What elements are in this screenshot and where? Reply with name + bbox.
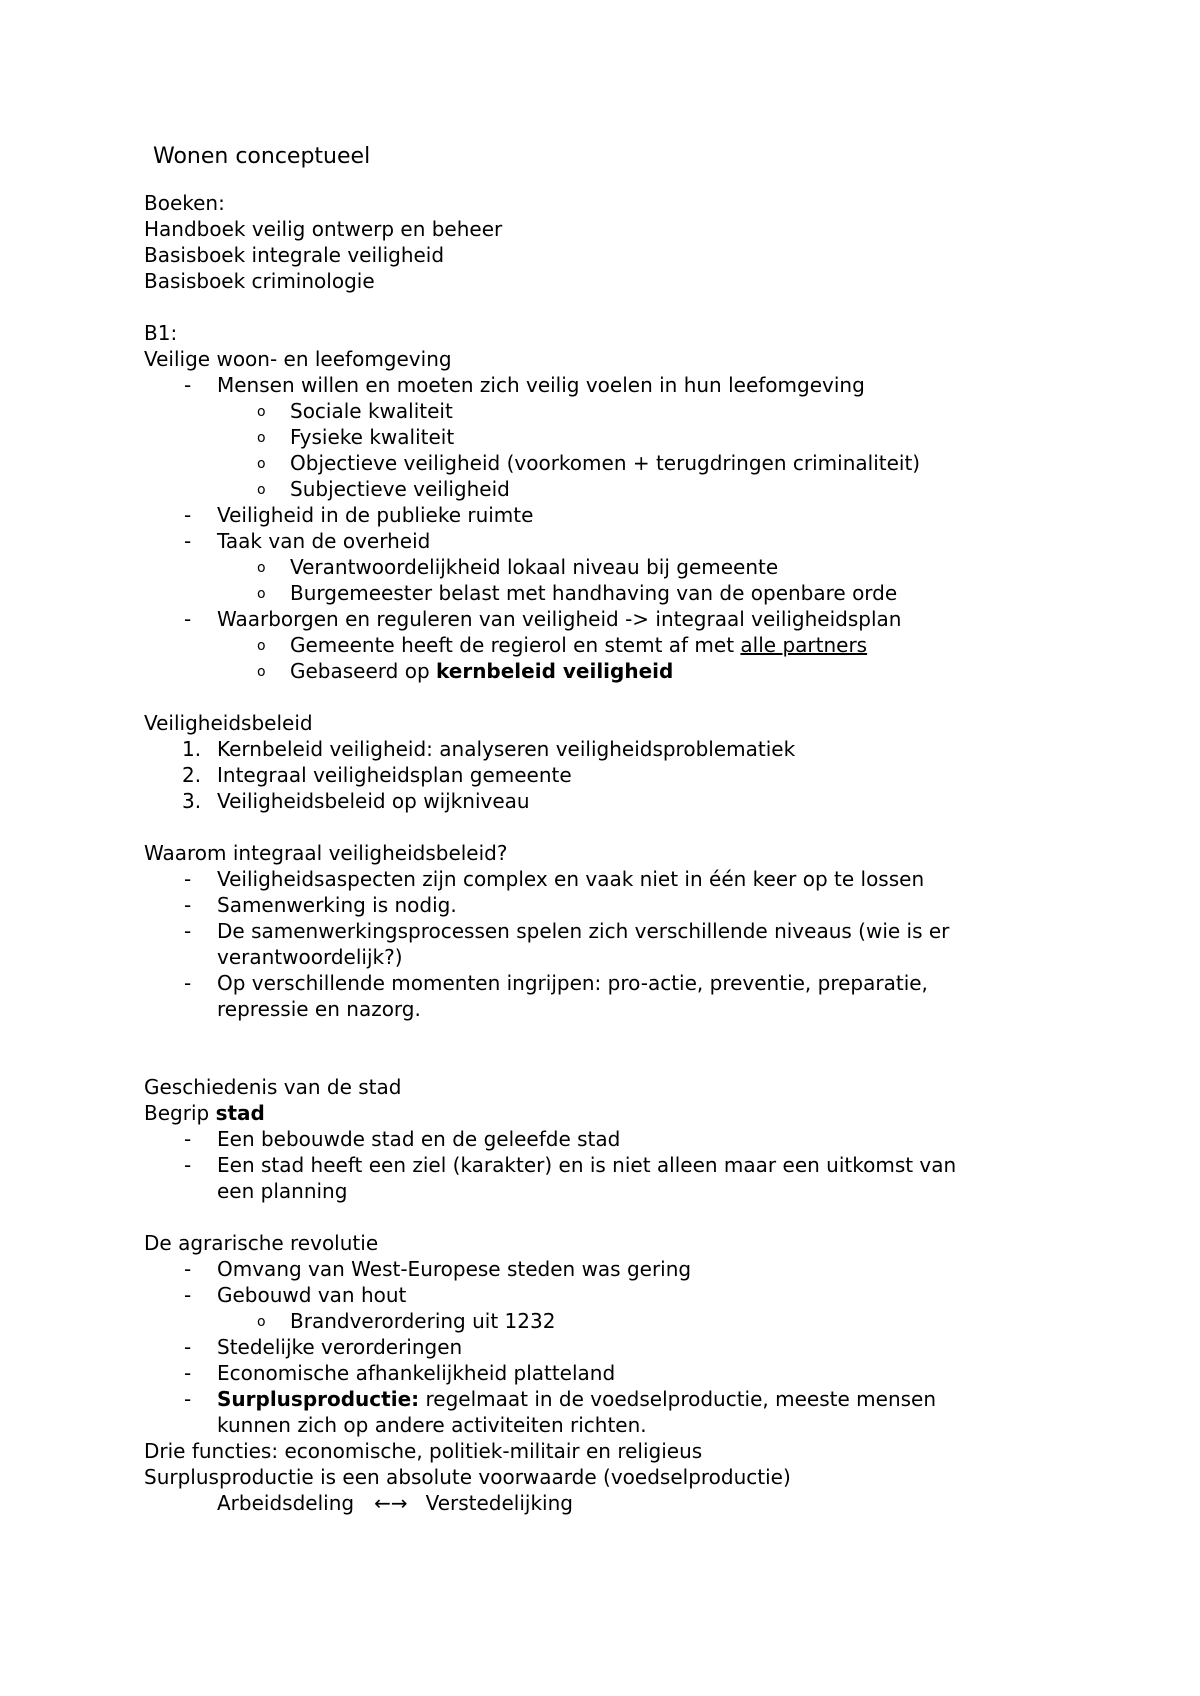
surplus-line: Surplusproductie is een absolute voorwaarde (voedselproductie): [144, 1465, 791, 1489]
numbered-item: [144, 736, 1104, 762]
list-item-continuation: kunnen zich op andere activiteiten richten.: [217, 1413, 647, 1437]
list-item-text: De samenwerkingsprocessen spelen zich verschillende niveaus (wie is er: [217, 919, 950, 943]
list-item-continuation: repressie en nazorg.: [217, 997, 421, 1021]
history-heading: Geschiedenis van de stad: [144, 1075, 402, 1099]
list-item-text: Gebouwd van hout: [217, 1283, 407, 1307]
dash-bullet: -: [184, 867, 192, 891]
sub-list-item-text: Objectieve veiligheid (voorkomen + terugdringen criminaliteit): [290, 451, 921, 475]
functions-line: Drie functies: economische, politiek-militair en religieus: [144, 1439, 703, 1463]
list-item-text: Een stad heeft een ziel (karakter) en is niet alleen maar een uitkomst van: [217, 1153, 957, 1177]
item-number: 3.: [182, 789, 202, 813]
list-item-text: Een bebouwde stad en de geleefde stad: [217, 1127, 621, 1151]
dash-bullet: -: [184, 373, 192, 397]
dash-bullet: -: [184, 529, 192, 553]
item-number: 2.: [182, 763, 202, 787]
list-item: [144, 892, 1104, 918]
book-item: Handboek veilig ontwerp en beheer: [144, 217, 503, 241]
book-item: Basisboek integrale veiligheid: [144, 243, 445, 267]
dash-bullet: -: [184, 503, 192, 527]
spacer: [144, 1204, 1104, 1230]
numbered-item: [144, 788, 1104, 814]
list-item: [144, 918, 1104, 944]
policy-heading: Veiligheidsbeleid: [144, 711, 313, 735]
circle-bullet-icon: o: [257, 430, 266, 446]
dash-bullet: -: [184, 1257, 192, 1281]
dash-bullet: -: [184, 893, 192, 917]
list-item-text: Economische afhankelijkheid platteland: [217, 1361, 616, 1385]
list-item-text: Samenwerking is nodig.: [217, 893, 457, 917]
sub-list-item-text: Fysieke kwaliteit: [290, 425, 455, 449]
list-item-text: Mensen willen en moeten zich veilig voelen in hun leefomgeving: [217, 373, 865, 397]
sub-list-item-text: Sociale kwaliteit: [290, 399, 453, 423]
dash-bullet: -: [184, 1153, 192, 1177]
list-item: [144, 1282, 1104, 1308]
sub-list-item: [144, 424, 1104, 450]
sub-list-item-text: Burgemeester belast met handhaving van de openbare orde: [290, 581, 898, 605]
sub-list-item: [144, 1308, 1104, 1334]
list-item: [144, 1152, 1104, 1178]
list-item: [144, 1256, 1104, 1282]
sub-list-item-text: Subjectieve veiligheid: [290, 477, 510, 501]
numbered-item: [144, 762, 1104, 788]
circle-bullet-icon: o: [257, 1314, 266, 1330]
history-concept: [144, 1100, 1104, 1126]
circle-bullet-icon: o: [257, 638, 266, 654]
bold-term: kernbeleid veiligheid: [436, 659, 674, 683]
circle-bullet-icon: o: [257, 456, 266, 472]
list-item-text: Taak van de overheid: [217, 529, 431, 553]
list-item: [144, 502, 1104, 528]
dash-bullet: -: [184, 1335, 192, 1359]
numbered-item-text: Veiligheidsbeleid op wijkniveau: [217, 789, 530, 813]
circle-bullet-icon: o: [257, 560, 266, 576]
numbered-item-text: Integraal veiligheidsplan gemeente: [217, 763, 572, 787]
sub-list-item-text: Verantwoordelijkheid lokaal niveau bij gemeente: [290, 555, 779, 579]
list-item-continuation: verantwoordelijk?): [217, 945, 403, 969]
list-item-text: Op verschillende momenten ingrijpen: pro-actie, preventie, preparatie,: [217, 971, 928, 995]
spacer: [144, 1022, 1104, 1074]
underlined-term: alle partners: [740, 633, 868, 657]
list-item: [144, 1360, 1104, 1386]
dash-bullet: -: [184, 1127, 192, 1151]
document-title: Wonen conceptueel: [153, 144, 371, 169]
why-heading: Waarom integraal veiligheidsbeleid?: [144, 841, 508, 865]
dash-bullet: -: [184, 1361, 192, 1385]
document-body: [144, 190, 1104, 1516]
item-number: 1.: [182, 737, 202, 761]
bold-term: stad: [215, 1101, 265, 1125]
concept-label: Begrip: [144, 1101, 216, 1125]
list-item-text: regelmaat in de voedselproductie, meeste mensen: [419, 1387, 937, 1411]
dash-bullet: -: [184, 919, 192, 943]
relation-line: [144, 1490, 1104, 1516]
sub-list-item-text: Gemeente heeft de regierol en stemt af met: [290, 633, 741, 657]
bold-term: Surplusproductie:: [217, 1387, 420, 1411]
list-item-text: Veiligheidsaspecten zijn complex en vaak niet in één keer op te lossen: [217, 867, 925, 891]
list-item: [144, 372, 1104, 398]
sub-list-item: [144, 450, 1104, 476]
list-item-continuation: een planning: [217, 1179, 348, 1203]
list-item-text: Stedelijke verorderingen: [217, 1335, 463, 1359]
dash-bullet: -: [184, 607, 192, 631]
sub-list-item: [144, 398, 1104, 424]
dash-bullet: -: [184, 1283, 192, 1307]
spacer: [144, 814, 1104, 840]
list-item: [144, 866, 1104, 892]
books-heading: Boeken:: [144, 191, 225, 215]
sub-list-item: [144, 658, 1104, 684]
list-item: [144, 970, 1104, 996]
spacer: [144, 294, 1104, 320]
numbered-item-text: Kernbeleid veiligheid: analyseren veiligheidsproblematiek: [217, 737, 796, 761]
relation-left: Arbeidsdeling: [217, 1491, 355, 1515]
list-item-text: Omvang van West-Europese steden was gering: [217, 1257, 692, 1281]
circle-bullet-icon: o: [257, 586, 266, 602]
sub-list-item: [144, 632, 1104, 658]
relation-right: Verstedelijking: [425, 1491, 573, 1515]
sub-list-item-text: Gebaseerd op: [290, 659, 436, 683]
sub-list-item: [144, 554, 1104, 580]
book-item: Basisboek criminologie: [144, 269, 375, 293]
dash-bullet: -: [184, 971, 192, 995]
circle-bullet-icon: o: [257, 664, 266, 680]
circle-bullet-icon: o: [257, 482, 266, 498]
list-item-text: Waarborgen en reguleren van veiligheid -> integraal veiligheidsplan: [217, 607, 902, 631]
list-item: [144, 528, 1104, 554]
list-item: [144, 1334, 1104, 1360]
sub-list-item: [144, 580, 1104, 606]
list-item: [144, 1126, 1104, 1152]
list-item: [144, 606, 1104, 632]
agrarian-heading: De agrarische revolutie: [144, 1231, 379, 1255]
dash-bullet: -: [184, 1387, 192, 1411]
circle-bullet-icon: o: [257, 404, 266, 420]
section-b1-subheading: Veilige woon- en leefomgeving: [144, 347, 452, 371]
list-item: [144, 1386, 1104, 1412]
section-b1-heading: B1:: [144, 321, 178, 345]
sub-list-item-text: Brandverordering uit 1232: [290, 1309, 556, 1333]
list-item-text: Veiligheid in de publieke ruimte: [217, 503, 534, 527]
double-arrow-icon: ←→: [374, 1491, 408, 1515]
spacer: [144, 684, 1104, 710]
sub-list-item: [144, 476, 1104, 502]
